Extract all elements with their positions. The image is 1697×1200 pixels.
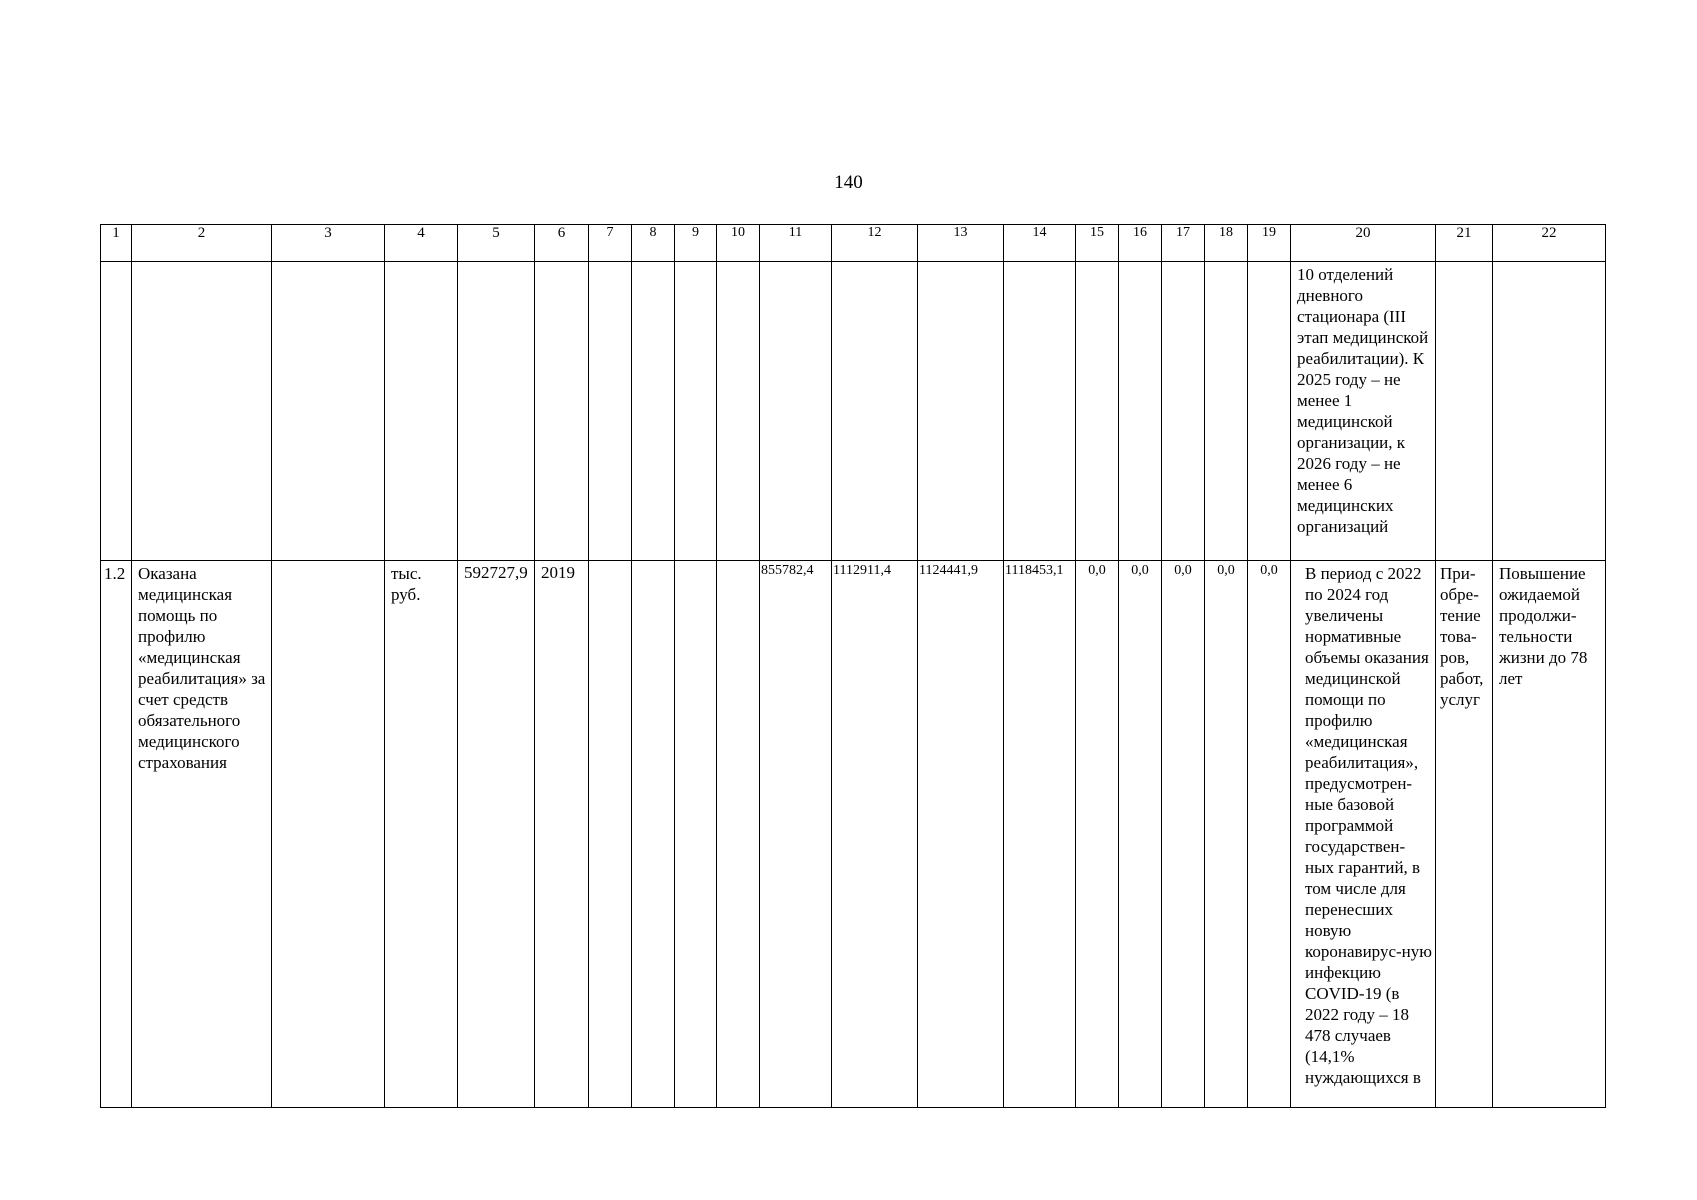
col-header: 6	[535, 225, 589, 262]
value-2022-cell: 855782,4	[761, 563, 814, 578]
col-header: 16	[1119, 225, 1162, 262]
col-header: 17	[1162, 225, 1205, 262]
col-header: 4	[385, 225, 458, 262]
value-cell: 0,0	[1174, 563, 1192, 578]
col-header: 1	[101, 225, 132, 262]
goal-cell: Повышение ожидаемой продолжи-тельности жизни до 78 лет	[1499, 564, 1588, 688]
base-year-cell: 2019	[541, 563, 575, 582]
result-description-cell: В период с 2022 по 2024 год увеличены нормативные объемы оказания медицинской помощи по профилю «медицинская реабилитация», предусмотрен-ные базовой программой государствен-ных гарантий, в том числе для перенесших новую коронавирус-ную инфекцию COVID-19 (в 2022 году – 18 478 случаев (14,1% нуждающихся в	[1305, 564, 1432, 1087]
value-2023-cell: 1112911,4	[833, 563, 891, 578]
col-header: 3	[272, 225, 385, 262]
col-header: 2	[132, 225, 272, 262]
value-cell: 0,0	[1131, 563, 1149, 578]
col-header: 19	[1248, 225, 1291, 262]
col-header: 11	[760, 225, 832, 262]
col-header: 18	[1205, 225, 1248, 262]
value-cell: 0,0	[1260, 563, 1278, 578]
col-header: 10	[717, 225, 760, 262]
col-header: 20	[1291, 225, 1436, 262]
value-cell: 0,0	[1088, 563, 1106, 578]
base-value-cell: 592727,9	[464, 563, 528, 582]
activity-name-cell: Оказана медицинская помощь по профилю «медицинская реабилитация» за счет средств обязательного медицинского страхования	[138, 564, 266, 772]
value-cell: 0,0	[1217, 563, 1235, 578]
page-number: 140	[834, 172, 863, 193]
header-row	[101, 225, 1606, 262]
value-2025-cell: 1118453,1	[1005, 563, 1064, 578]
unit-cell: тыс. руб.	[391, 564, 422, 604]
col-header: 5	[458, 225, 535, 262]
table-row-1-2	[101, 561, 1606, 1108]
col-header: 14	[1004, 225, 1076, 262]
row-number: 1.2	[104, 564, 126, 583]
col-header: 7	[589, 225, 632, 262]
col-header: 21	[1436, 225, 1493, 262]
value-2024-cell: 1124441,9	[919, 563, 978, 578]
col-header: 15	[1076, 225, 1119, 262]
table-row-continuation	[101, 262, 1606, 561]
program-table	[100, 224, 1606, 1108]
expense-type-cell: При-обре-тение това-ров, работ, услуг	[1440, 564, 1484, 709]
result-description-cell: 10 отделений дневного стационара (III этап медицинской реабилитации). К 2025 году – не менее 1 медицинской организации, к 2026 году – не менее 6 медицинских организаций	[1297, 265, 1429, 536]
col-header: 9	[675, 225, 717, 262]
col-header: 13	[918, 225, 1004, 262]
col-header: 22	[1493, 225, 1606, 262]
col-header: 12	[832, 225, 918, 262]
col-header: 8	[632, 225, 675, 262]
